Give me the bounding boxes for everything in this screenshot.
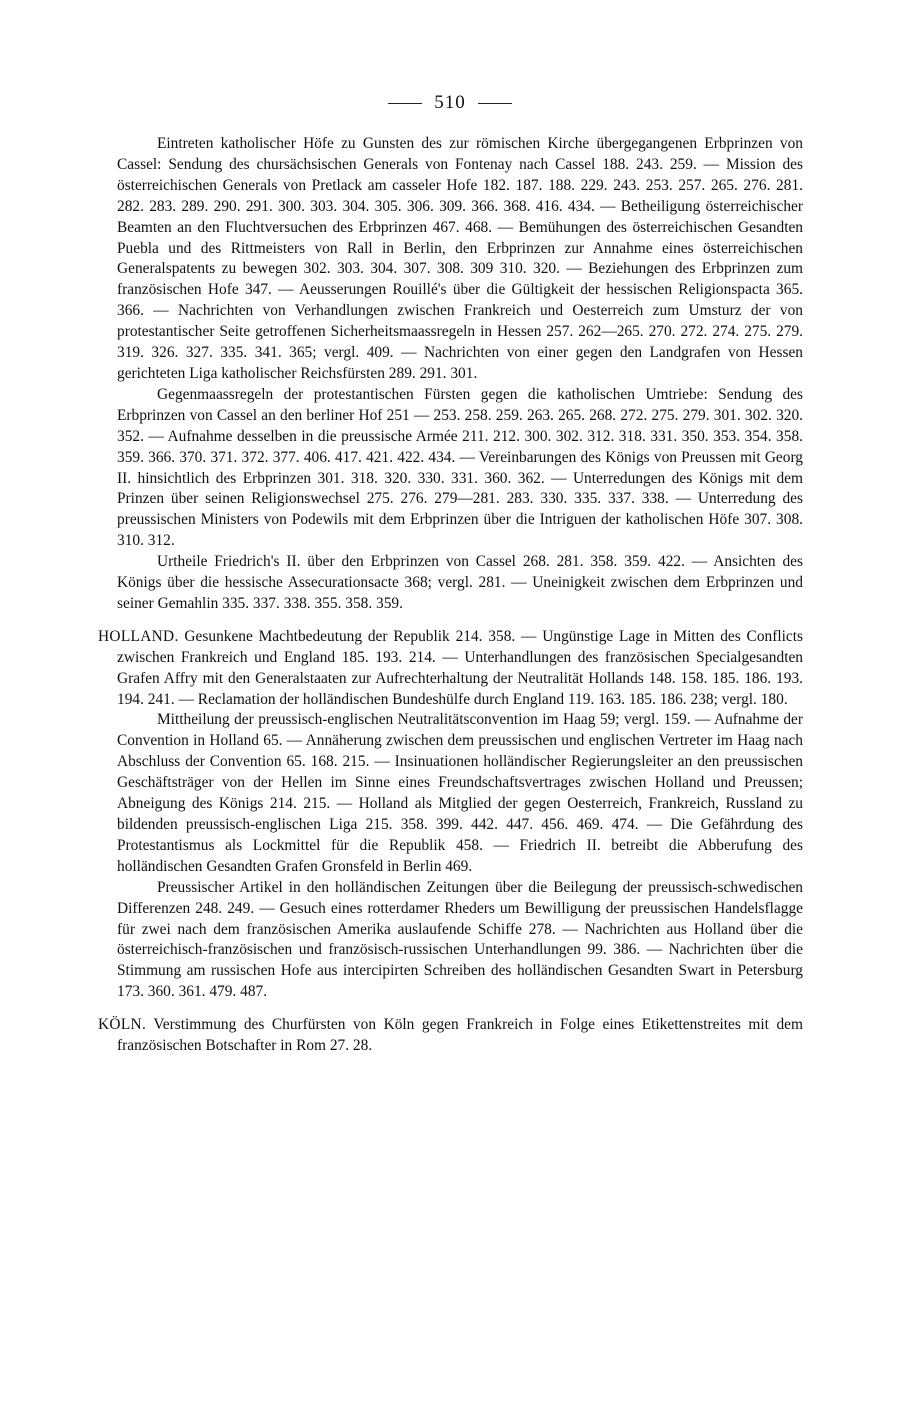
index-body: [98, 134, 803, 1057]
header-rule-left: [388, 103, 422, 104]
entry-gap: [117, 615, 803, 627]
index-paragraph: Preussischer Artikel in den holländischen Zeitungen über die Beilegung der preussisch-schwedischen Differenzen 248. 249. — Gesuch eines rotterdamer Rheders um Bewilligung der preussischen Handelsflagge für zwei nach dem französischen Amerika auslaufende Schiffe 278. — Nachrichten aus Holland über die österreichisch-französischen und französisch-russischen Unterhandlungen 99. 386. — Nachrichten über die Stimmung am russischen Hofe aus intercipirten Schreiben des holländischen Gesandten Swart in Petersburg 173. 360. 361. 479. 487.: [117, 878, 803, 1001]
entry-keyword: KÖLN.: [98, 1016, 147, 1034]
index-paragraph: Gegenmaassregeln der protestantischen Fürsten gegen die katholischen Umtriebe: Sendung des Erbprinzen von Cassel an den berliner Hof 251 — 253. 258. 259. 263. 265. 268. 272. 275. 279. 301. 302. 320. 352. — Aufnahme desselben in die preussische Armée 211. 212. 300. 302. 312. 318. 331. 350. 353. 354. 358. 359. 366. 370. 371. 372. 377. 406. 417. 421. 422. 434. — Vereinbarungen des Königs von Preussen mit Georg II. hinsichtlich des Erbprinzen 301. 318. 320. 330. 331. 360. 362. — Unterredungen des Königs mit dem Prinzen über seinen Religionswechsel 275. 276. 279—281. 283. 330. 335. 337. 338. — Unterredung des preussischen Ministers von Podewils mit dem Erbprinzen über die Intriguen der katholischen Höfe 307. 308. 310. 312.: [117, 385, 803, 550]
index-paragraph: Mittheilung der preussisch-englischen Neutralitätsconvention im Haag 59; vergl. 159. — Aufnahme der Convention in Holland 65. — Annäherung zwischen dem preussischen und englischen Vertreter im Haag nach Abschluss der Convention 65. 168. 215. — Insinuationen holländischer Regierungsleiter an den preussischen Geschäftsträger von der Hellen im Sinne eines Freundschaftsvertrages zwischen Holland und Preussen; Abneigung des Königs 214. 215. — Holland als Mitglied der gegen Oesterreich, Frankreich, Russland zu bildenden preussisch-englischen Liga 215. 358. 399. 442. 447. 456. 469. 474. — Die Gefährdung des Protestantismus als Lockmittel für die Republik 458. — Friedrich II. betreibt die Abberufung des holländischen Gesandten Grafen Gronsfeld in Berlin 469.: [117, 711, 803, 875]
entry-gap: [117, 1003, 803, 1015]
index-paragraph: Urtheile Friedrich's II. über den Erbprinzen von Cassel 268. 281. 358. 359. 422. — Ansichten des Königs über die hessische Assecurationsacte 368; vergl. 281. — Uneinigkeit zwischen dem Erbprinzen und seiner Gemahlin 335. 337. 338. 355. 358. 359.: [117, 553, 803, 612]
page-number: 510: [434, 92, 466, 113]
index-entry-koeln: [98, 1015, 803, 1057]
index-entry-holland: [98, 627, 803, 711]
entry-keyword: HOLLAND.: [98, 627, 179, 645]
page-header: [0, 92, 900, 114]
entry-text: Gesunkene Machtbedeutung der Republik 214. 358. — Ungünstige Lage in Mitten des Conflicts zwischen Frankreich und England 185. 193. 214. — Unterhandlungen des französischen Specialgesandten Grafen Affry mit den Generalstaaten zur Aufrechterhaltung der Neutralität Hollands 148. 158. 185. 186. 193. 194. 241. — Reclamation der holländischen Bundeshülfe durch England 119. 163. 185. 186. 238; vergl. 180.: [117, 627, 803, 708]
index-paragraph: Eintreten katholischer Höfe zu Gunsten des zur römischen Kirche übergegangenen Erbprinzen von Cassel: Sendung des chursächsischen Generals von Fontenay nach Cassel 188. 243. 259. — Mission des österreichischen Generals von Pretlack am casseler Hofe 182. 187. 188. 229. 243. 253. 257. 265. 276. 281. 282. 283. 289. 290. 291. 300. 303. 304. 305. 306. 309. 366. 368. 416. 434. — Betheiligung österreichischer Beamten an den Fluchtversuchen des Erbprinzen 467. 468. — Bemühungen des österreichischen Gesandten Puebla und des Rittmeisters von Rall in Berlin, den Erbprinzen zur Annahme eines österreichischen Generalspatents zu bewegen 302. 303. 304. 307. 308. 309 310. 320. — Beziehungen des Erbprinzen zum französischen Hofe 347. — Aeusserungen Rouillé's über die Gültigkeit der hessischen Religionspacta 365. 366. — Nachrichten von Verhandlungen zwischen Frankreich und Oesterreich zum Umsturz der von protestantischer Seite getroffenen Sicherheitsmaassregeln in Hessen 257. 262—265. 270. 272. 274. 275. 279. 319. 326. 327. 335. 341. 365; vergl. 409. — Nachrichten von einer gegen den Landgrafen von Hessen gerichteten Liga katholischer Reichsfürsten 289. 291. 301.: [117, 135, 803, 382]
header-rule-right: [478, 103, 512, 104]
entry-text: Verstimmung des Churfürsten von Köln gegen Frankreich in Folge eines Etikettenstreites mit dem französischen Botschafter in Rom 27. 28.: [117, 1016, 803, 1055]
